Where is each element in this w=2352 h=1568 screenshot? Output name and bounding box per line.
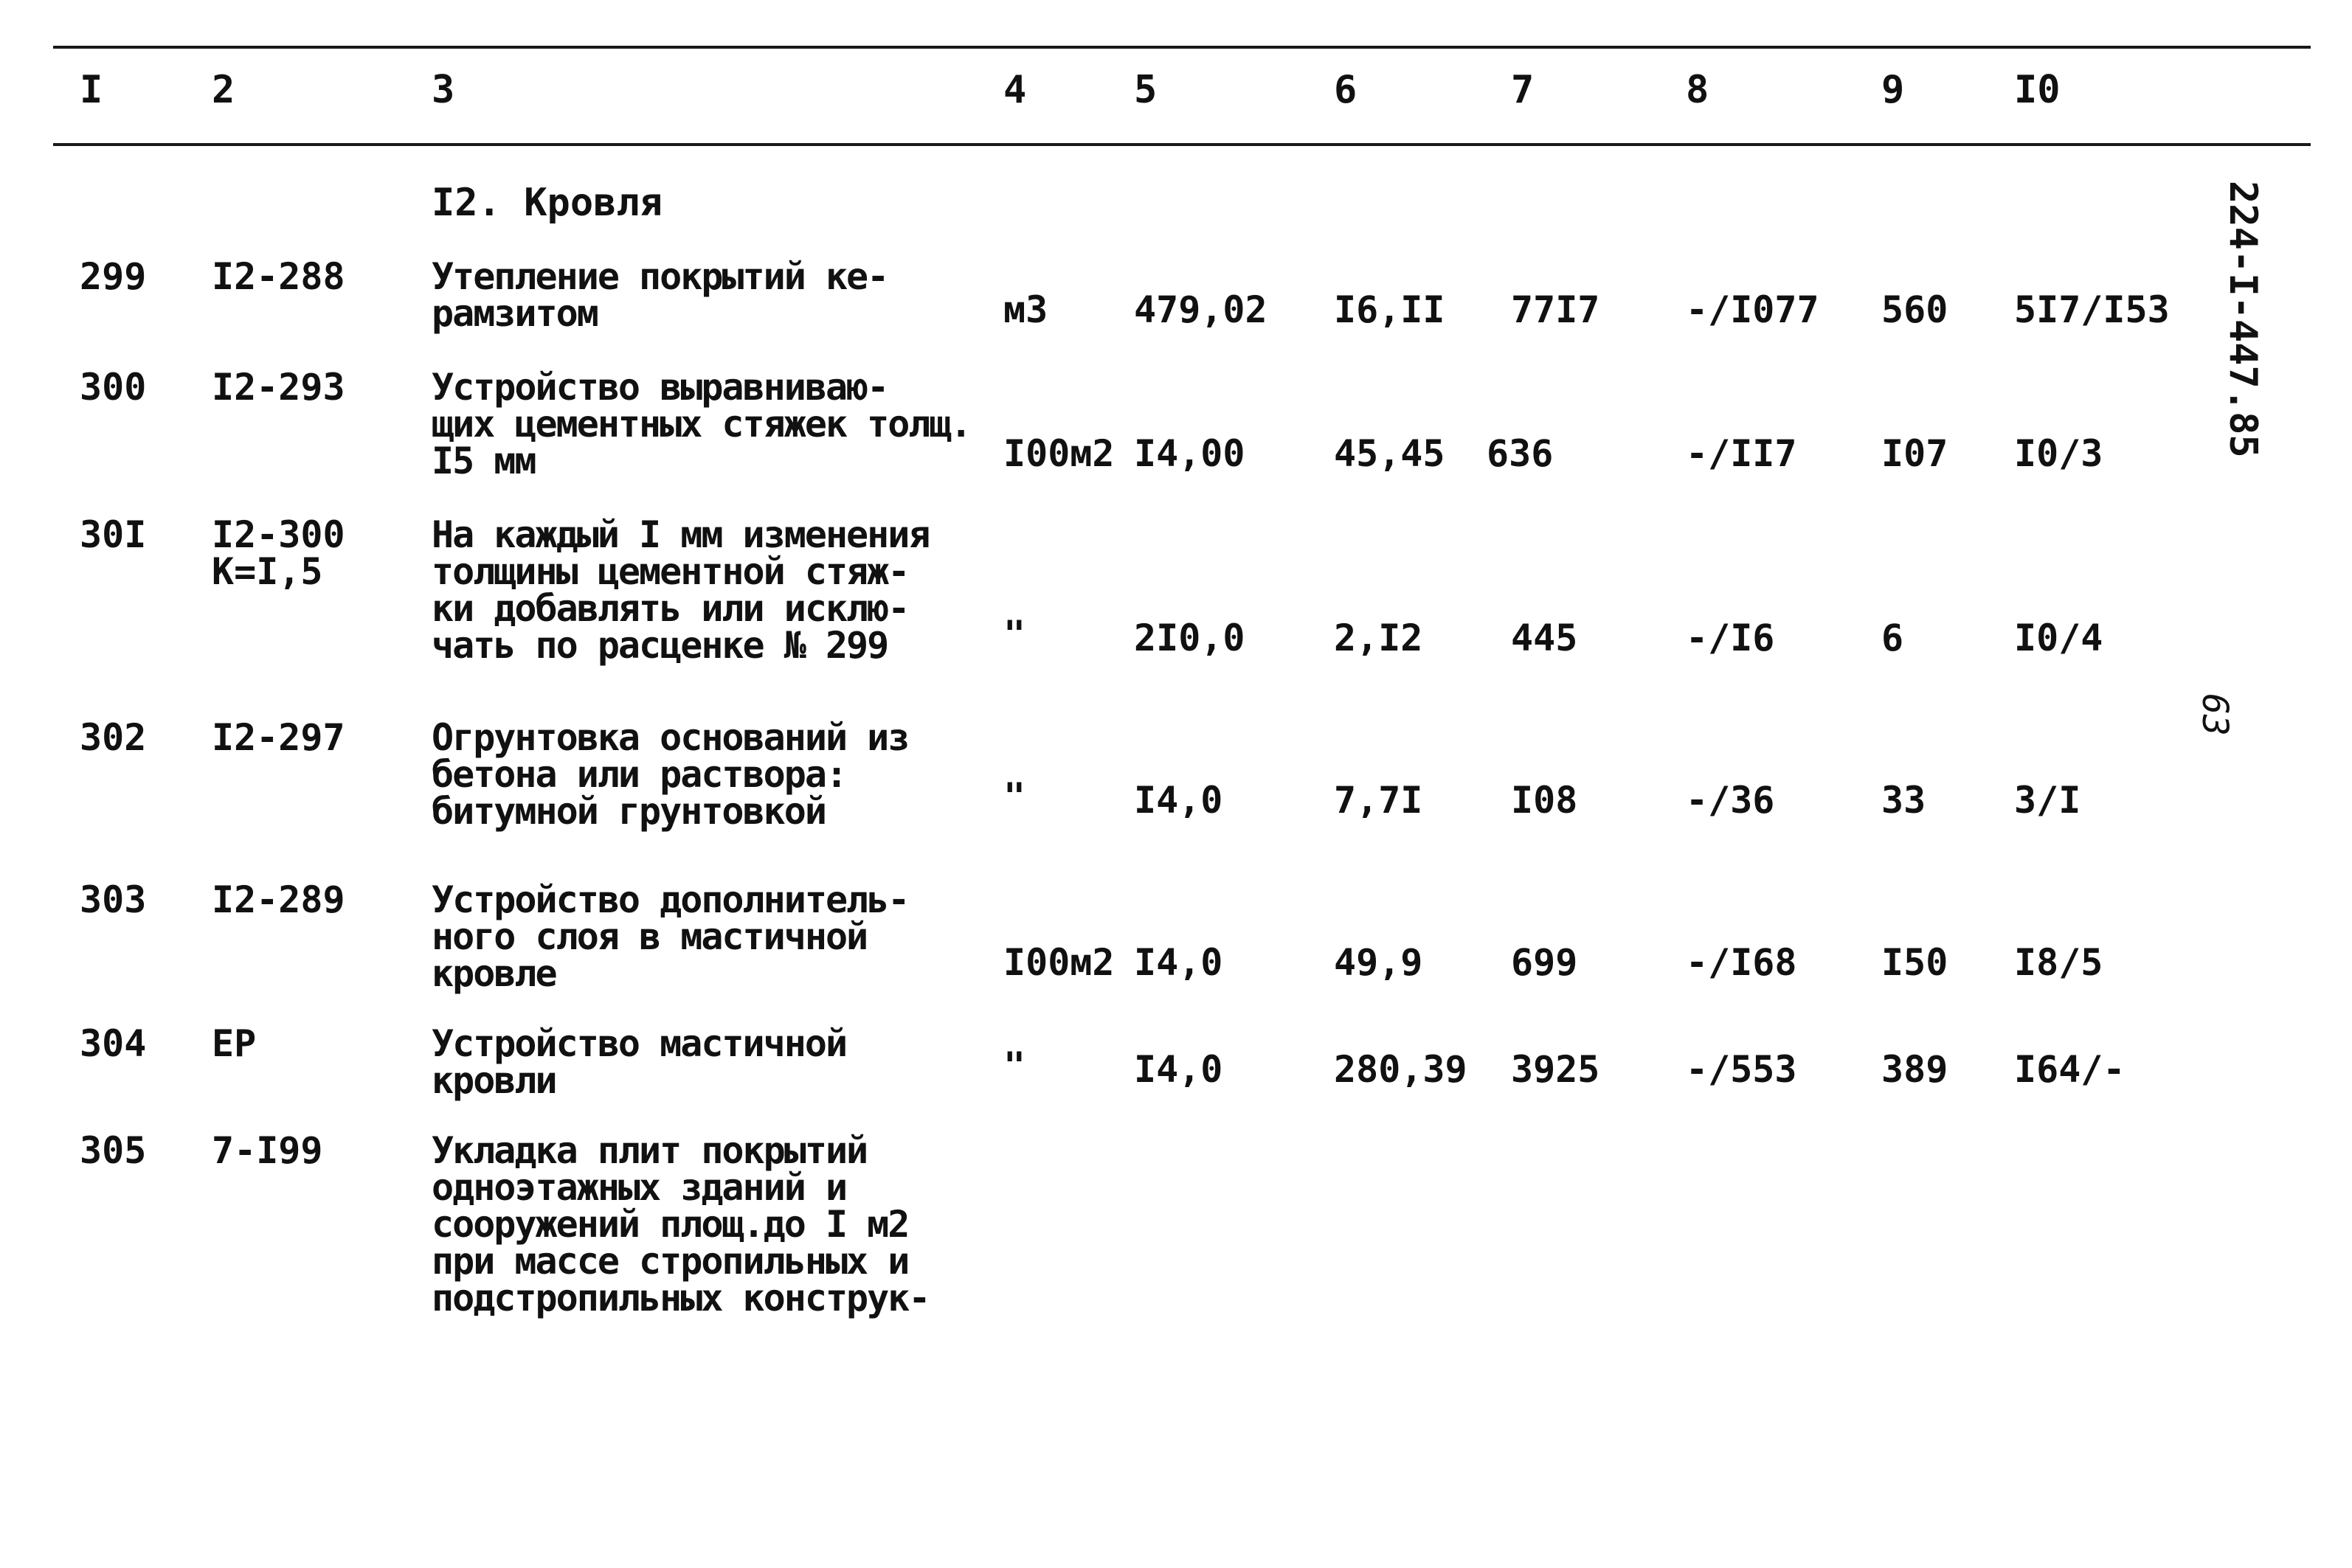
column-header-5: 5 [1134, 68, 1158, 112]
column-header-8: 8 [1686, 68, 1709, 112]
rate-code: I2-297 [212, 716, 345, 759]
column-header-9: 9 [1881, 68, 1905, 112]
column-9-value: I07 [1881, 432, 1948, 475]
unit-price: 45,45 [1334, 432, 1445, 475]
column-9-value: 389 [1881, 1048, 1948, 1091]
total-cost: 699 [1511, 941, 1578, 984]
column-header-7: 7 [1511, 68, 1535, 112]
quantity: 2I0,0 [1134, 617, 1245, 659]
total-cost: 77I7 [1511, 288, 1600, 331]
work-description: На каждый I мм изменения толщины цементной стяж- ки добавлять или исклю- чать по расценке № 299 [432, 513, 930, 667]
section-title: I2. Кровля [432, 181, 663, 225]
work-description: Огрунтовка оснований из бетона или раствора: битумной грунтовкой [432, 716, 909, 833]
column-10-value: 3/I [2014, 779, 2081, 822]
column-9-value: I50 [1881, 941, 1948, 984]
page-number: 63 [2194, 693, 2235, 736]
column-header-3: 3 [432, 68, 455, 112]
column-8-value: -/II7 [1686, 432, 1797, 475]
rate-code: ЕР [212, 1022, 257, 1065]
row-number: 303 [80, 878, 147, 921]
total-cost: 3925 [1511, 1048, 1600, 1091]
total-cost: I08 [1511, 779, 1578, 822]
header-rule [53, 143, 2311, 146]
work-description: Утепление покрытий ке- рамзитом [432, 255, 888, 335]
row-number: 299 [80, 255, 147, 298]
column-header-2: 2 [212, 68, 235, 112]
row-number: 304 [80, 1022, 147, 1065]
column-9-value: 560 [1881, 288, 1948, 331]
column-header-10: I0 [2014, 68, 2061, 112]
column-10-value: I8/5 [2014, 941, 2103, 984]
unit: м3 [1003, 288, 1048, 331]
rate-code: I2-288 [212, 255, 345, 298]
column-header-4: 4 [1003, 68, 1027, 112]
column-10-value: I0/3 [2014, 432, 2103, 475]
unit-price: 2,I2 [1334, 617, 1423, 659]
work-description: Устройство дополнитель- ного слоя в мастичной кровле [432, 878, 909, 995]
rate-code: I2-289 [212, 878, 345, 921]
rate-code: I2-300 К=I,5 [212, 513, 345, 593]
column-8-value: -/I68 [1686, 941, 1797, 984]
work-description: Укладка плит покрытий одноэтажных зданий и сооружений площ.до I м2 при массе стропильных и подстропильных конструк- [432, 1129, 930, 1319]
unit: " [1003, 613, 1026, 656]
row-number: 305 [80, 1129, 147, 1172]
work-description: Устройство выравниваю- щих цементных стяжек толщ. I5 мм [432, 366, 971, 482]
unit-price: 7,7I [1334, 779, 1423, 822]
unit: " [1003, 775, 1026, 818]
row-number: 300 [80, 366, 147, 409]
column-header-6: 6 [1334, 68, 1357, 112]
total-cost: 636 [1487, 432, 1554, 475]
column-10-value: 5I7/I53 [2014, 288, 2170, 331]
unit: I00м2 [1003, 432, 1115, 475]
column-8-value: -/I077 [1686, 288, 1819, 331]
quantity: I4,0 [1134, 779, 1223, 822]
column-header-1: I [80, 68, 103, 112]
quantity: I4,0 [1134, 941, 1223, 984]
column-10-value: I0/4 [2014, 617, 2103, 659]
quantity: 479,02 [1134, 288, 1267, 331]
work-description: Устройство мастичной кровли [432, 1022, 847, 1102]
column-8-value: -/I6 [1686, 617, 1775, 659]
total-cost: 445 [1511, 617, 1578, 659]
document-code: 224-I-447.85 [2221, 181, 2265, 458]
rate-code: 7-I99 [212, 1129, 323, 1172]
column-8-value: -/36 [1686, 779, 1775, 822]
column-9-value: 6 [1881, 617, 1904, 659]
quantity: I4,00 [1134, 432, 1245, 475]
unit-price: 49,9 [1334, 941, 1423, 984]
row-number: 30I [80, 513, 147, 556]
unit-price: I6,II [1334, 288, 1445, 331]
column-9-value: 33 [1881, 779, 1926, 822]
unit-price: 280,39 [1334, 1048, 1467, 1091]
unit: " [1003, 1044, 1026, 1087]
column-10-value: I64/- [2014, 1048, 2126, 1091]
unit: I00м2 [1003, 941, 1115, 984]
top-rule [53, 46, 2311, 49]
rate-code: I2-293 [212, 366, 345, 409]
row-number: 302 [80, 716, 147, 759]
quantity: I4,0 [1134, 1048, 1223, 1091]
column-8-value: -/553 [1686, 1048, 1797, 1091]
